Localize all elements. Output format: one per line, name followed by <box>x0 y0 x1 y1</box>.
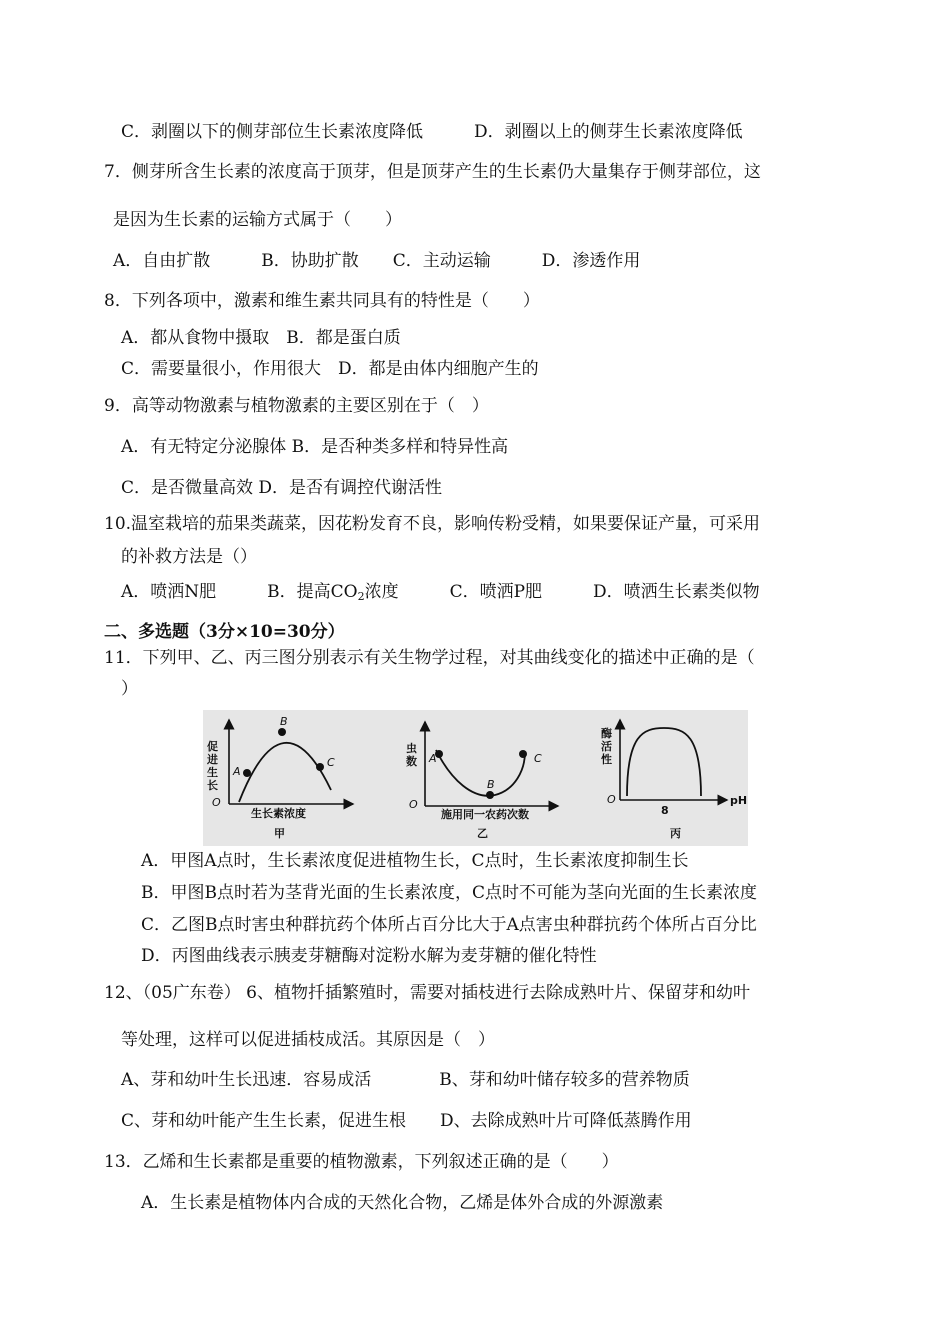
bing-tick-8: 8 <box>661 804 669 817</box>
yi-label-a: A <box>429 752 437 765</box>
yi-ylabel-2: 数 <box>406 755 417 768</box>
yi-xlabel: 施用同一农药次数 <box>441 808 529 821</box>
q6-option-cd: C．剥圈以下的侧芽部位生长素浓度降低 D．剥圈以上的侧芽生长素浓度降低 <box>121 122 743 142</box>
q11-stem-line1: 11．下列甲、乙、丙三图分别表示有关生物学过程，对其曲线变化的描述中正确的是（ <box>104 648 755 668</box>
q11-figure <box>203 710 748 846</box>
q10-options-part1: A．喷洒N肥 B．提高CO <box>121 582 358 602</box>
jia-point-c <box>316 763 324 771</box>
jia-point-a <box>243 769 251 777</box>
q12-options-cd: C、芽和幼叶能产生生长素，促进生根 D、去除成熟叶片可降低蒸腾作用 <box>121 1111 692 1131</box>
bing-origin: O <box>607 793 616 806</box>
q7-stem-line2: 是因为生长素的运输方式属于（ ） <box>113 210 402 230</box>
jia-point-b <box>278 728 286 736</box>
yi-ylabel-1: 虫 <box>406 742 417 755</box>
jia-ylabel-4: 长 <box>207 779 218 792</box>
bing-caption: 丙 <box>670 827 681 840</box>
jia-ylabel-3: 生 <box>207 766 218 779</box>
graph-jia <box>206 715 353 840</box>
graph-bing <box>601 720 747 840</box>
q11-stem-line2: ） <box>121 679 138 699</box>
q9-stem: 9．高等动物激素与植物激素的主要区别在于（ ） <box>104 396 489 416</box>
q7-stem-line1: 7．侧芽所含生长素的浓度高于顶芽，但是顶芽产生的生长素仍大量集存于侧芽部位，这 <box>104 162 761 182</box>
q8-options-cd: C．需要量很小，作用很大 D．都是由体内细胞产生的 <box>121 359 539 379</box>
q10-options-subscript: 2 <box>357 590 365 603</box>
jia-ylabel-1: 促 <box>207 740 218 753</box>
q8-options-ab: A．都从食物中摄取 B．都是蛋白质 <box>121 328 401 348</box>
q12-stem-line2: 等处理，这样可以促进插枝成活。其原因是（ ） <box>121 1030 495 1050</box>
yi-point-c <box>519 750 527 758</box>
jia-label-c: C <box>327 756 335 769</box>
q10-options <box>121 580 760 609</box>
bing-ylabel-2: 活 <box>601 740 612 753</box>
q12-options-ab: A、芽和幼叶生长迅速．容易成活 B、芽和幼叶储存较多的营养物质 <box>121 1070 690 1090</box>
q8-stem: 8．下列各项中，激素和维生素共同具有的特性是（ ） <box>104 291 540 311</box>
jia-label-b: B <box>280 715 288 728</box>
q11-option-c: C．乙图B点时害虫种群抗药个体所占百分比大于A点害虫种群抗药个体所占百分比 <box>141 915 757 935</box>
jia-label-a: A <box>233 765 241 778</box>
bing-ylabel-3: 性 <box>601 753 612 766</box>
bing-xlabel: pH <box>730 794 748 807</box>
q7-options: A．自由扩散 B．协助扩散 C．主动运输 D．渗透作用 <box>113 251 641 271</box>
graph-yi <box>406 722 558 840</box>
q10-stem-line2: 的补救方法是（） <box>121 547 257 567</box>
bing-ylabel-1: 酶 <box>601 727 612 740</box>
yi-curve <box>436 750 525 796</box>
q13-stem: 13．乙烯和生长素都是重要的植物激素，下列叙述正确的是（ ） <box>104 1152 619 1172</box>
jia-xlabel: 生长素浓度 <box>251 807 306 820</box>
q10-stem-line1: 10.温室栽培的茄果类蔬菜，因花粉发育不良，影响传粉受精，如果要保证产量，可采用 <box>104 514 761 534</box>
yi-origin: O <box>409 798 418 811</box>
q12-stem-line1: 12、（05广东卷） 6、植物扦插繁殖时，需要对插枝进行去除成熟叶片、保留芽和幼叶 <box>104 983 750 1003</box>
q11-option-d: D．丙图曲线表示胰麦芽糖酶对淀粉水解为麦芽糖的催化特性 <box>141 946 597 966</box>
jia-ylabel-2: 进 <box>207 753 218 766</box>
q10-options-part2: 浓度 C．喷洒P肥 D．喷洒生长素类似物 <box>364 582 760 602</box>
q11-figure-svg <box>203 710 748 846</box>
yi-label-b: B <box>487 778 495 791</box>
jia-curve <box>239 743 331 802</box>
q13-option-a: A．生长素是植物体内合成的天然化合物，乙烯是体外合成的外源激素 <box>141 1193 664 1213</box>
yi-label-c: C <box>534 752 542 765</box>
bing-curve <box>627 728 701 796</box>
yi-point-b <box>486 791 494 799</box>
jia-origin: O <box>212 796 221 809</box>
q9-options-ab: A．有无特定分泌腺体 B．是否种类多样和特异性高 <box>121 437 509 457</box>
yi-caption: 乙 <box>477 827 488 840</box>
q11-option-a: A．甲图A点时，生长素浓度促进植物生长，C点时，生长素浓度抑制生长 <box>141 851 689 871</box>
section-2-heading: 二、多选题（3分×10=30分） <box>104 622 345 642</box>
q11-option-b: B．甲图B点时若为茎背光面的生长素浓度，C点时不可能为茎向光面的生长素浓度 <box>141 883 757 903</box>
jia-caption: 甲 <box>274 827 285 840</box>
q9-options-cd: C．是否微量高效 D．是否有调控代谢活性 <box>121 478 443 498</box>
